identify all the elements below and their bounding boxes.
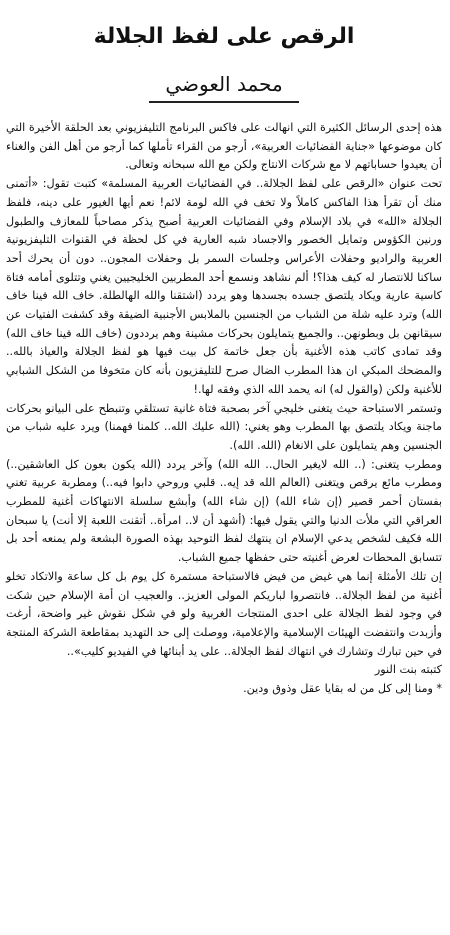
letter-signature: كتبته بنت النور bbox=[374, 663, 442, 677]
closing-note: * ومنا إلى كل من له بقايا عقل وذوق ودين. bbox=[243, 682, 442, 696]
author-name: محمد العوضي bbox=[149, 70, 298, 103]
paragraph-letter: تحت عنوان «الرقص على لفظ الجلالة.. في الفضائيات العربية المسلمة» كتبت تقول: «أتمنى منك أن تقرأ هذا الفاكس كاملاً ولا تخف في الله لومة لائم! نعم أيها الغيور على دينه، فلفظ الجلالة «الله» في بلاد الإسلام وفي الفضائيات العربية أصبح يذكر مصاحباً للمعازف والطبول ورنين الكؤوس وتمايل الخصور والاجساد شبه العارية في كل لحظة في القنوات التليفزيونية العربية والراديو وحفلات الأعراس وجلسات السمر بل وحفلات المجون.. دون أن يحرك أحد ساكنا للانتصار له كيف هذا؟! ألم نشاهد ونسمع أحد المطربين الخليجيين يغني وتتلوى أمامه فتاة كاسية عارية ويكاد يلتصق جسده بجسدها وهو يردد (اشتقنا والله الهالطلة. خاف الله فينا خاف الله) وترد عليه شلة من الشباب من الجنسين بالملابس الأجنبية الضيقة وقد كشفت الفتيات عن سيقانهن بل وبطونهن.. والجميع يتمايلون بحركات مشينة وهم يرددون (خاف الله فينا خاف الله) وقد تمادى كاتب هذه الأغنية بأن جعل خاتمة كل بيت فيها هو لفظ الجلالة والعياذ بالله.. والمضحك المبكي ان هذا المطرب الضال صرح للتليفزيون بأنه كان متخوفا من الشكل الشبابي للأغنية ولكن (والقول له) انه يحمد الله الذي وفقه لها.! bbox=[6, 177, 442, 396]
author-block bbox=[6, 70, 442, 103]
paragraph-examples: وتستمر الاستباحة حيث يتغنى خليجي آخر بصحبة فتاة غانية تستلقي وتنبطح على البيانو بحركات ماجنة ويكاد يلتصق بها المطرب وهو يغني: (الله عليك الله.. كلمنا فهمنا) ويرد عليه شباب من الجنسين وهم يتمايلون على الانغام (الله. الله). bbox=[6, 401, 442, 452]
paragraph-conclusion: إن تلك الأمثلة إنما هي غيض من فيض فالاستباحة مستمرة كل يوم بل كل ساعة والاتكاد تخلو أغنية من لفظ الجلالة.. فانتصروا لباريكم المولى العزيز.. والعجيب ان أمة الإسلام حين شكت في وجود لفظ الجلالة على احدى المنتجات الغربية ولو في شكل نقوش غير واضحة، أرغت وأزبدت وانتفضت الهيئات الإسلامية والإعلامية، ووصلت إلى حد التهديد بمقاطعة الشركة المنتجة في حين تبارك وتشارك في انتهاك لفظ الجلالة.. على يد أبنائها في الفيديو كليب».. bbox=[6, 569, 442, 658]
article-title: الرقص على لفظ الجلالة bbox=[93, 24, 355, 49]
article-body bbox=[6, 119, 442, 699]
paragraph-more-examples: ومطرب يتغنى: (.. الله لايغير الحال.. الله الله) وآخر يردد (الله يكون بعون كل العاشقين..) ومطرب مائع يرقص ويتغنى (العالم الله قد إيه.. قلبي وروحي دابوا فيه..) ومطربة عربية تغني بفستان أحمر قصير (إن شاء الله) (إن شاء الله) وأبشع سلسلة الانتهاكات أغنية للمطرب العراقي التي ملأت الدنيا والتي يقول فيها: (أشهد أن لا.. امرأة.. أتقنت اللعبة إلا أنت) يا سبحان الله فكيف لشخص يدعي الإسلام ان ينتهك لفظ التوحيد بهذه الصورة البشعة ولم يمنعه أحد بل تتسابق المحطات لعرض أغنيته حتى حفظها جميع الشباب. bbox=[6, 457, 442, 565]
paragraph-intro: هذه إحدى الرسائل الكثيرة التي انهالت على فاكس البرنامج التليفزيوني بعد الحلقة الأخيرة التي كان موضوعها «جناية الفضائيات العربية»، أرجو من القراء تأملها كما أرجو من أهل الفن والغناء أن يعيدوا حساباتهم لا مع شركات الانتاج ولكن مع الله سبحانه وتعالى. bbox=[6, 121, 442, 172]
